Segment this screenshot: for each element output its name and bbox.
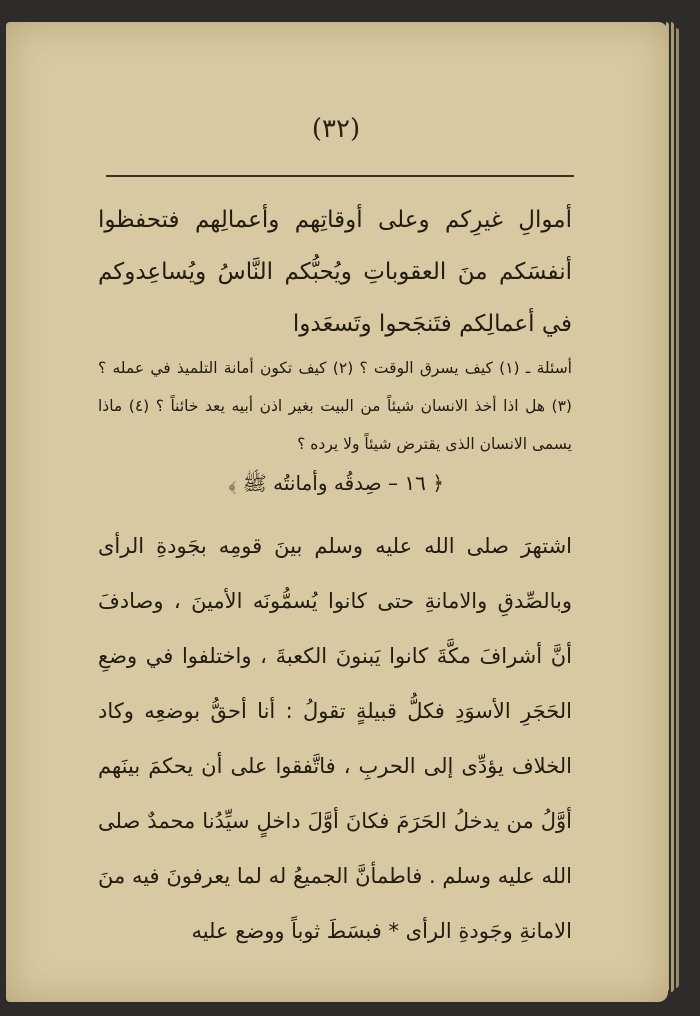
- page-edge: [676, 28, 679, 988]
- section-body-paragraph: اشتهرَ صلى الله عليه وسلم بينَ قومِه بجَودةِ الرأى وبالصِّدقِ والامانةِ حتى كانوا يُسمُّونَه الأمينَ ، وصادفَ أنَّ أشرافَ مكَّةَ كانوا يَبنونَ الكعبةَ ، واختلفوا في وضعِ الحَجَرِ الأسوَدِ فكلُّ قبيلةٍ تقولُ : أنا أحقُّ بوضعِه وكاد الخلاف يؤدِّى إلى الحربِ ، فاتَّفقوا على أن يحكمَ بينَهم أوَّلُ من يدخلُ الحَرَمَ فكانَ أوَّلَ داخلٍ سيِّدُنا محمدٌ صلى الله عليه وسلم . فاطمأنَّ الجميعُ له لما يعرفونَ فيه منَ الامانةِ وجَودةِ الرأى * فبسَطَ ثوباً ووضع عليه: [98, 534, 572, 943]
- page-number: (٣٢): [311, 114, 361, 144]
- book-page: [6, 22, 668, 1002]
- paragraph-continuation: أموالِ غيرِكم وعلى أوقاتِهم وأعمالِهم فتحفظوا أنفسَكم منَ العقوباتِ ويُحبُّكم النَّاسُ ويُساعِدوكم في أعمالِكم فتَنجَحوا وتَسعَدوا: [98, 207, 572, 337]
- section-heading: ﴿ ١٦ – صِدقُه وأمانتُه ﷺ ﴾: [228, 471, 444, 495]
- header-rule: [106, 175, 574, 177]
- page-edge: [671, 22, 674, 992]
- questions-block: أسئلة ـ (١) كيف يسرق الوقت ؟ (٢) كيف تكون أمانة التلميذ في عمله ؟ (٣) هل اذا أخذ الانسان شيئاً من البيت بغير اذن أبيه يعد خائناً ؟ (٤) ماذا يسمى الانسان الذى يقترض شيئاً ولا يرده ؟: [98, 359, 572, 453]
